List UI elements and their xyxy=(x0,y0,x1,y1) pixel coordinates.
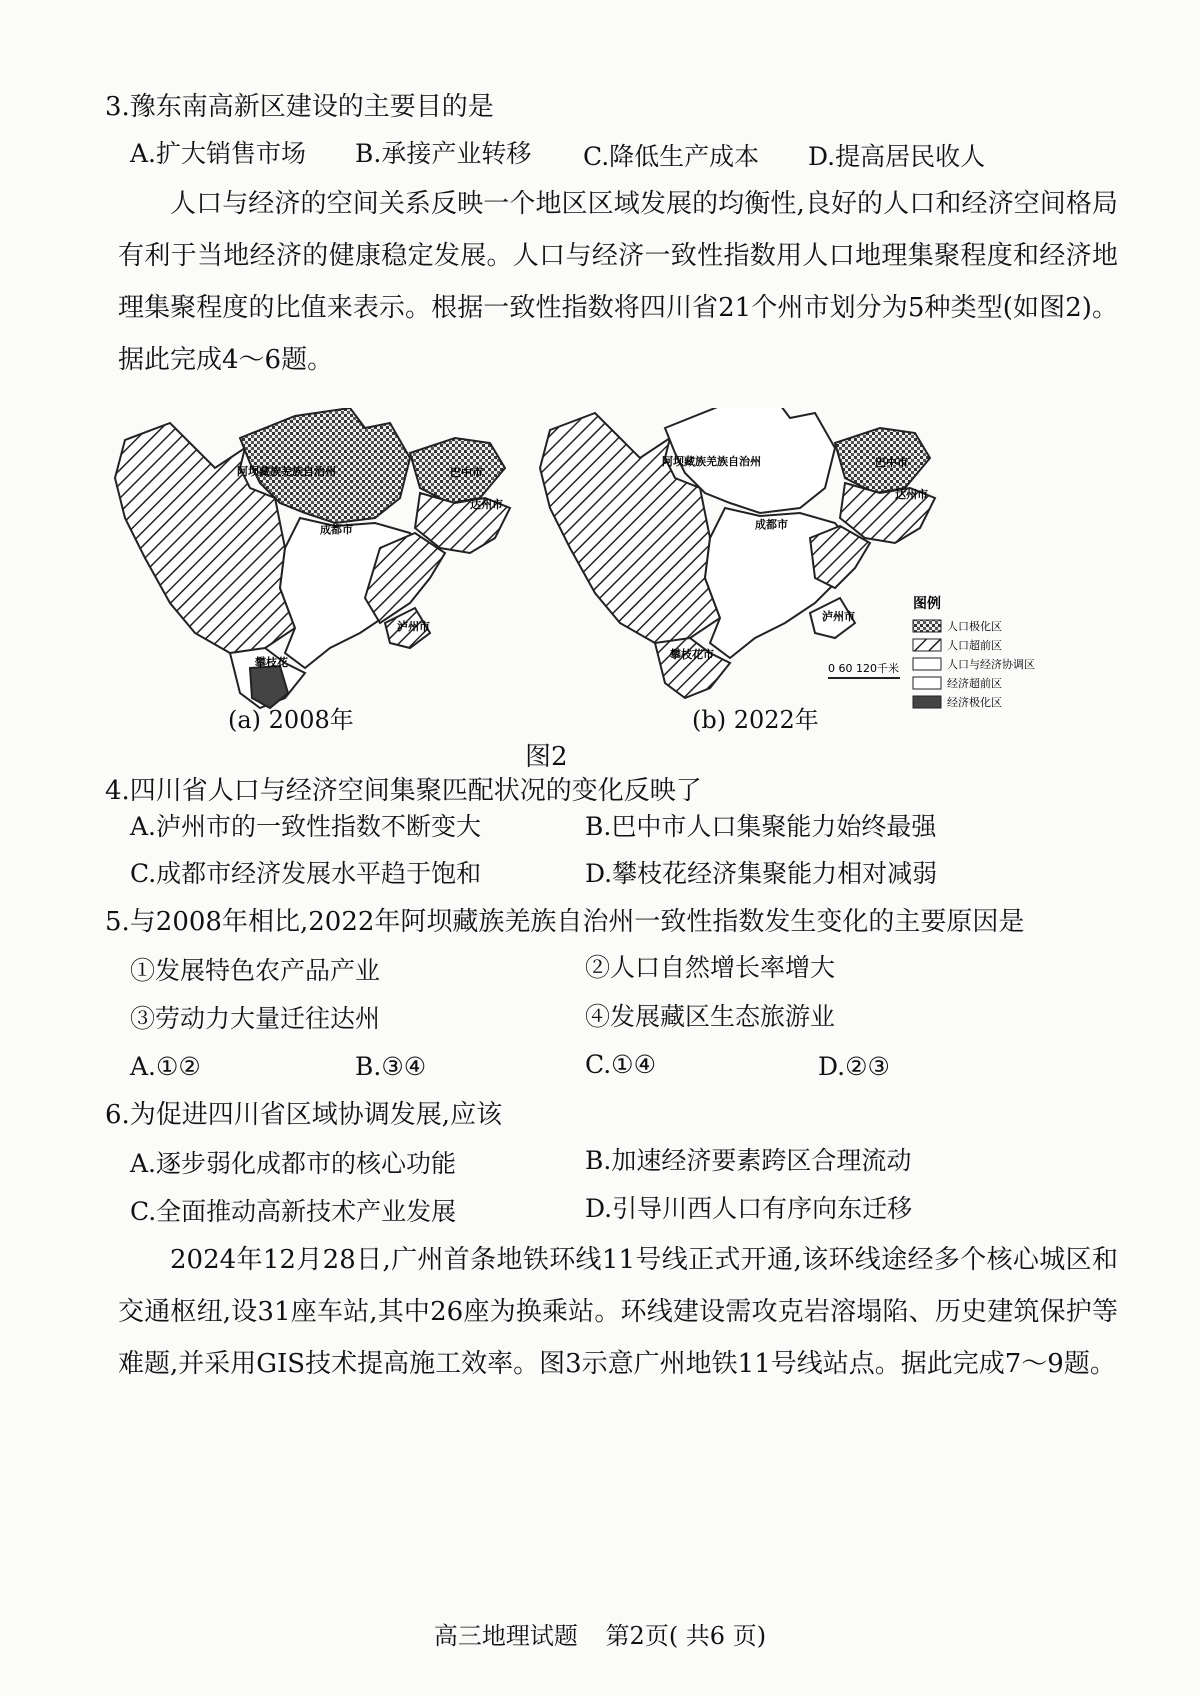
q5-item-1: ①发展特色农产品产业 xyxy=(130,956,381,985)
map-b-label-bazhong: 巴中市 xyxy=(875,456,908,469)
footer-subject: 高三地理试题 xyxy=(433,1622,578,1650)
q5-option-b: B.③④ xyxy=(355,1052,427,1081)
q5-option-d: D.②③ xyxy=(818,1052,890,1081)
q3-option-c: C.降低生产成本 xyxy=(583,142,760,171)
map-a-label-bazhong: 巴中市 xyxy=(450,466,483,479)
map-a-label-panzhihua: 攀枝花 xyxy=(255,656,288,669)
page-footer xyxy=(0,1616,1200,1651)
q4-option-a: A.泸州市的一致性指数不断变大 xyxy=(130,812,482,841)
q6-stem: 6.为促进四川省区域协调发展,应该 xyxy=(105,1100,503,1130)
figure-2-maps xyxy=(110,408,1130,793)
figure-2 xyxy=(110,408,1130,793)
map-2022 xyxy=(540,408,935,698)
legend-swatch-pop-ahead xyxy=(913,639,941,651)
map-a-label-luzhou: 泸州市 xyxy=(397,620,430,633)
q3-option-b: B.承接产业转移 xyxy=(355,139,532,168)
map-a-label-dazhou: 达州市 xyxy=(470,498,503,511)
legend-title: 图例 xyxy=(913,596,941,612)
intro-paragraph-2: 2024年12月28日,广州首条地铁环线11号线正式开通,该环线途经多个核心城区和交通枢纽,设31座车站,其中26座为换乘站。环线建设需攻克岩溶塌陷、历史建筑保护等难题,并采用GIS技术提高施工效率。图3示意广州地铁11号线站点。据此完成7～9题。 xyxy=(118,1245,1118,1379)
footer-page-number: 第2页( 共6 页) xyxy=(605,1622,767,1650)
q4-option-d: D.攀枝花经济集聚能力相对减弱 xyxy=(585,859,938,888)
q6-option-b: B.加速经济要素跨区合理流动 xyxy=(585,1146,912,1175)
q5-item-3: ③劳动力大量迁往达州 xyxy=(130,1004,381,1033)
q3-option-d: D.提高居民收人 xyxy=(808,142,986,171)
q5-item-2: ②人口自然增长率增大 xyxy=(585,953,836,982)
map-b-label-dazhou: 达州市 xyxy=(895,488,928,501)
legend-pop-ahead: 人口超前区 xyxy=(947,639,1002,652)
q4-option-c: C.成都市经济发展水平趋于饱和 xyxy=(130,859,482,888)
q4-option-b: B.巴中市人口集聚能力始终最强 xyxy=(585,812,937,841)
map-b-caption: (b) 2022年 xyxy=(692,706,819,734)
map-b-label-luzhou: 泸州市 xyxy=(822,610,855,623)
q6-option-d: D.引导川西人口有序向东迁移 xyxy=(585,1194,913,1223)
map-b-label-aba: 阿坝藏族羌族自治州 xyxy=(662,455,761,468)
figure-caption: 图2 xyxy=(525,742,568,772)
q4-stem: 4.四川省人口与经济空间集聚匹配状况的变化反映了 xyxy=(105,776,702,806)
legend-swatch-pop-polar xyxy=(913,620,941,632)
legend-pop-polar: 人口极化区 xyxy=(947,620,1002,633)
q6-option-c: C.全面推动高新技术产业发展 xyxy=(130,1197,457,1226)
map-legend xyxy=(828,595,1035,709)
legend-econ-ahead: 经济超前区 xyxy=(947,677,1002,690)
intro-paragraph-1: 人口与经济的空间关系反映一个地区区域发展的均衡性,良好的人口和经济空间格局有利于当地经济的健康稳定发展。人口与经济一致性指数用人口地理集聚程度和经济地理集聚程度的比值来表示。根据一致性指数将四川省21个州市划分为5种类型(如图2)。据此完成4～6题。 xyxy=(118,189,1118,375)
q3-option-a: A.扩大销售市场 xyxy=(130,139,307,168)
q5-item-4: ④发展藏区生态旅游业 xyxy=(585,1002,836,1031)
q6-option-a: A.逐步弱化成都市的核心功能 xyxy=(130,1149,457,1178)
map-a-caption: (a) 2008年 xyxy=(228,706,354,734)
map-b-label-chengdu: 成都市 xyxy=(755,518,788,531)
legend-swatch-coord xyxy=(913,658,941,670)
map-b-label-panzhihua: 攀枝花市 xyxy=(670,648,714,661)
legend-coord: 人口与经济协调区 xyxy=(947,658,1035,671)
q5-stem: 5.与2008年相比,2022年阿坝藏族羌族自治州一致性指数发生变化的主要原因是 xyxy=(105,907,1025,937)
q3-stem: 3.豫东南高新区建设的主要目的是 xyxy=(105,92,494,122)
q5-option-c: C.①④ xyxy=(585,1050,657,1079)
map-a-label-aba: 阿坝藏族羌族自治州 xyxy=(237,465,336,478)
q5-option-a: A.①② xyxy=(130,1052,201,1081)
map-a-label-chengdu: 成都市 xyxy=(320,523,353,536)
legend-swatch-econ-polar xyxy=(913,696,941,708)
scale-label: 0 60 120千米 xyxy=(828,662,899,675)
legend-swatch-econ-ahead xyxy=(913,677,941,689)
map-2008 xyxy=(115,408,510,708)
legend-econ-polar: 经济极化区 xyxy=(947,696,1002,709)
